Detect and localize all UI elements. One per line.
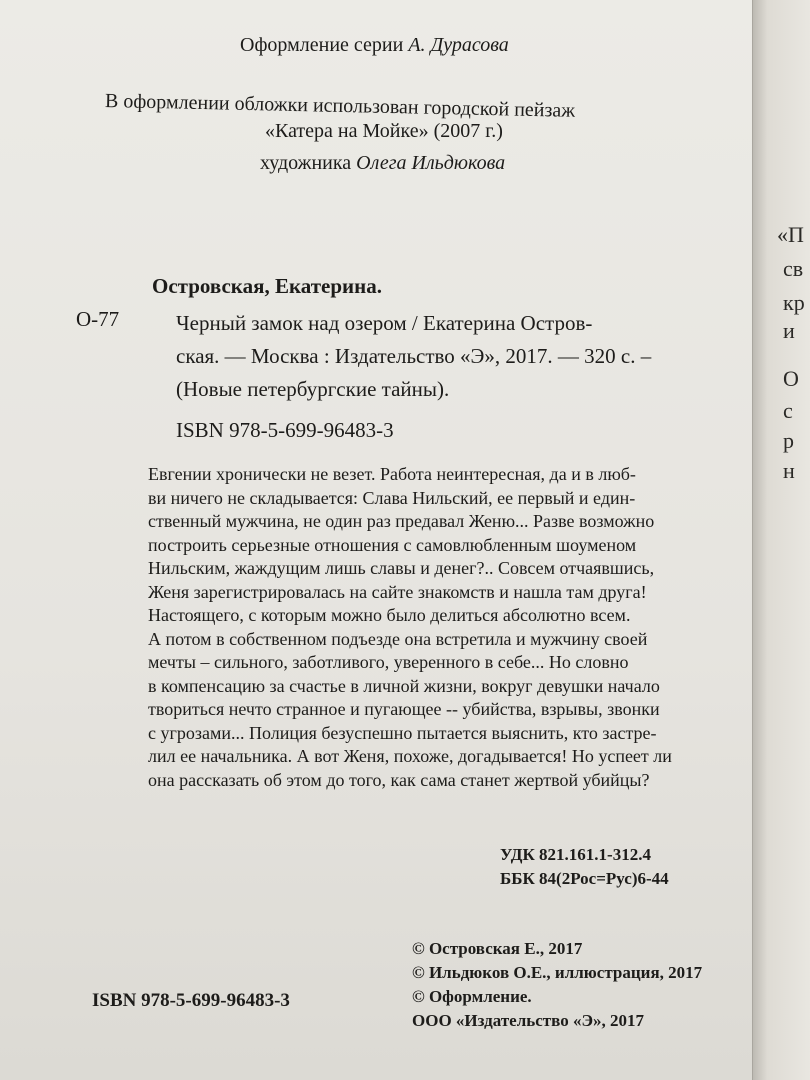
bib-line: ская. — Москва : Издательство «Э», 2017. — 320 с. – <box>176 344 652 368</box>
copyright-line: © Островская Е., 2017 <box>412 939 583 958</box>
annotation-line: твориться нечто странное и пугающее -- убийства, взрывы, звонки <box>148 699 660 719</box>
author-heading: Островская, Екатерина. <box>152 274 382 298</box>
annotation-line: Настоящего, с которым можно было делиться абсолютно всем. <box>148 605 631 625</box>
classification-codes <box>500 843 669 891</box>
page-fragment: р <box>783 428 794 453</box>
credit-text: Оформление серии <box>240 34 409 56</box>
udk-code: УДК 821.161.1-312.4 <box>500 845 651 864</box>
annotation-line: Евгении хронически не везет. Работа неинтересная, да и в люб- <box>148 464 636 484</box>
page-fragment: и <box>783 318 795 343</box>
artist-name: Олега Ильдюкова <box>356 152 506 174</box>
copyright-line: © Ильдюков О.Е., иллюстрация, 2017 <box>412 963 703 982</box>
annotation-line: ственный мужчина, не один раз предавал Женю... Разве возможно <box>148 511 655 531</box>
annotation-line: построить серьезные отношения с самовлюбленным шоуменом <box>148 534 637 555</box>
bibliographic-record <box>176 307 736 406</box>
annotation-line: лил ее начальника. А вот Женя, похоже, догадывается! Но успеет ли <box>148 746 672 766</box>
artist-credit <box>260 152 505 175</box>
annotation-line: с угрозами... Полиция безуспешно пытается выяснить, кто застре- <box>148 722 657 743</box>
isbn-bottom: ISBN 978-5-699-96483-3 <box>92 990 290 1011</box>
annotation-line: в компенсацию за счастье в личной жизни, вокруг девушки начало <box>148 675 660 696</box>
annotation-line: она рассказать об этом до того, как сама станет жертвой убийцы? <box>148 769 650 790</box>
adjacent-page-edge <box>752 0 810 1080</box>
series-design-credit <box>240 34 509 57</box>
bib-line: (Новые петербургские тайны). <box>176 377 450 401</box>
isbn-record: ISBN 978-5-699-96483-3 <box>176 418 394 442</box>
annotation-line: ви ничего не складывается: Слава Нильский, ее первый и един- <box>148 487 636 508</box>
page-fragment: «П <box>777 222 804 247</box>
annotation-paragraph <box>148 463 758 792</box>
page-fragment: н <box>783 458 795 483</box>
annotation-line: Нильским, жаждущим лишь славы и денег?.. Совсем отчаявшись, <box>148 558 655 578</box>
page-fragment: О <box>783 366 799 391</box>
credit-text: художника <box>260 152 357 174</box>
author-sign-code: О-77 <box>76 307 120 331</box>
copyright-line: ООО «Издательство «Э», 2017 <box>412 1011 644 1030</box>
copyright-block <box>412 937 702 1033</box>
annotation-line: А потом в собственном подъезде она встретила и мужчину своей <box>148 628 648 649</box>
bib-line: Черный замок над озером / Екатерина Остров- <box>176 311 593 335</box>
designer-name: А. Дурасова <box>408 34 509 56</box>
copyright-line: © Оформление. <box>412 987 532 1006</box>
page-fragment: св <box>783 256 804 281</box>
painting-title: «Катера на Мойке» (2007 г.) <box>265 120 503 142</box>
cover-credit-line: В оформлении обложки использован городской пейзаж <box>104 90 576 122</box>
annotation-line: мечты – сильного, заботливого, уверенного в себе... Но словно <box>148 652 629 672</box>
page-fragment: кр <box>783 290 805 315</box>
bbk-code: ББК 84(2Рос=Рус)6-44 <box>500 869 669 888</box>
page-fragment: с <box>783 398 793 423</box>
annotation-line: Женя зарегистрировалась на сайте знакомств и нашла там друга! <box>148 581 647 602</box>
